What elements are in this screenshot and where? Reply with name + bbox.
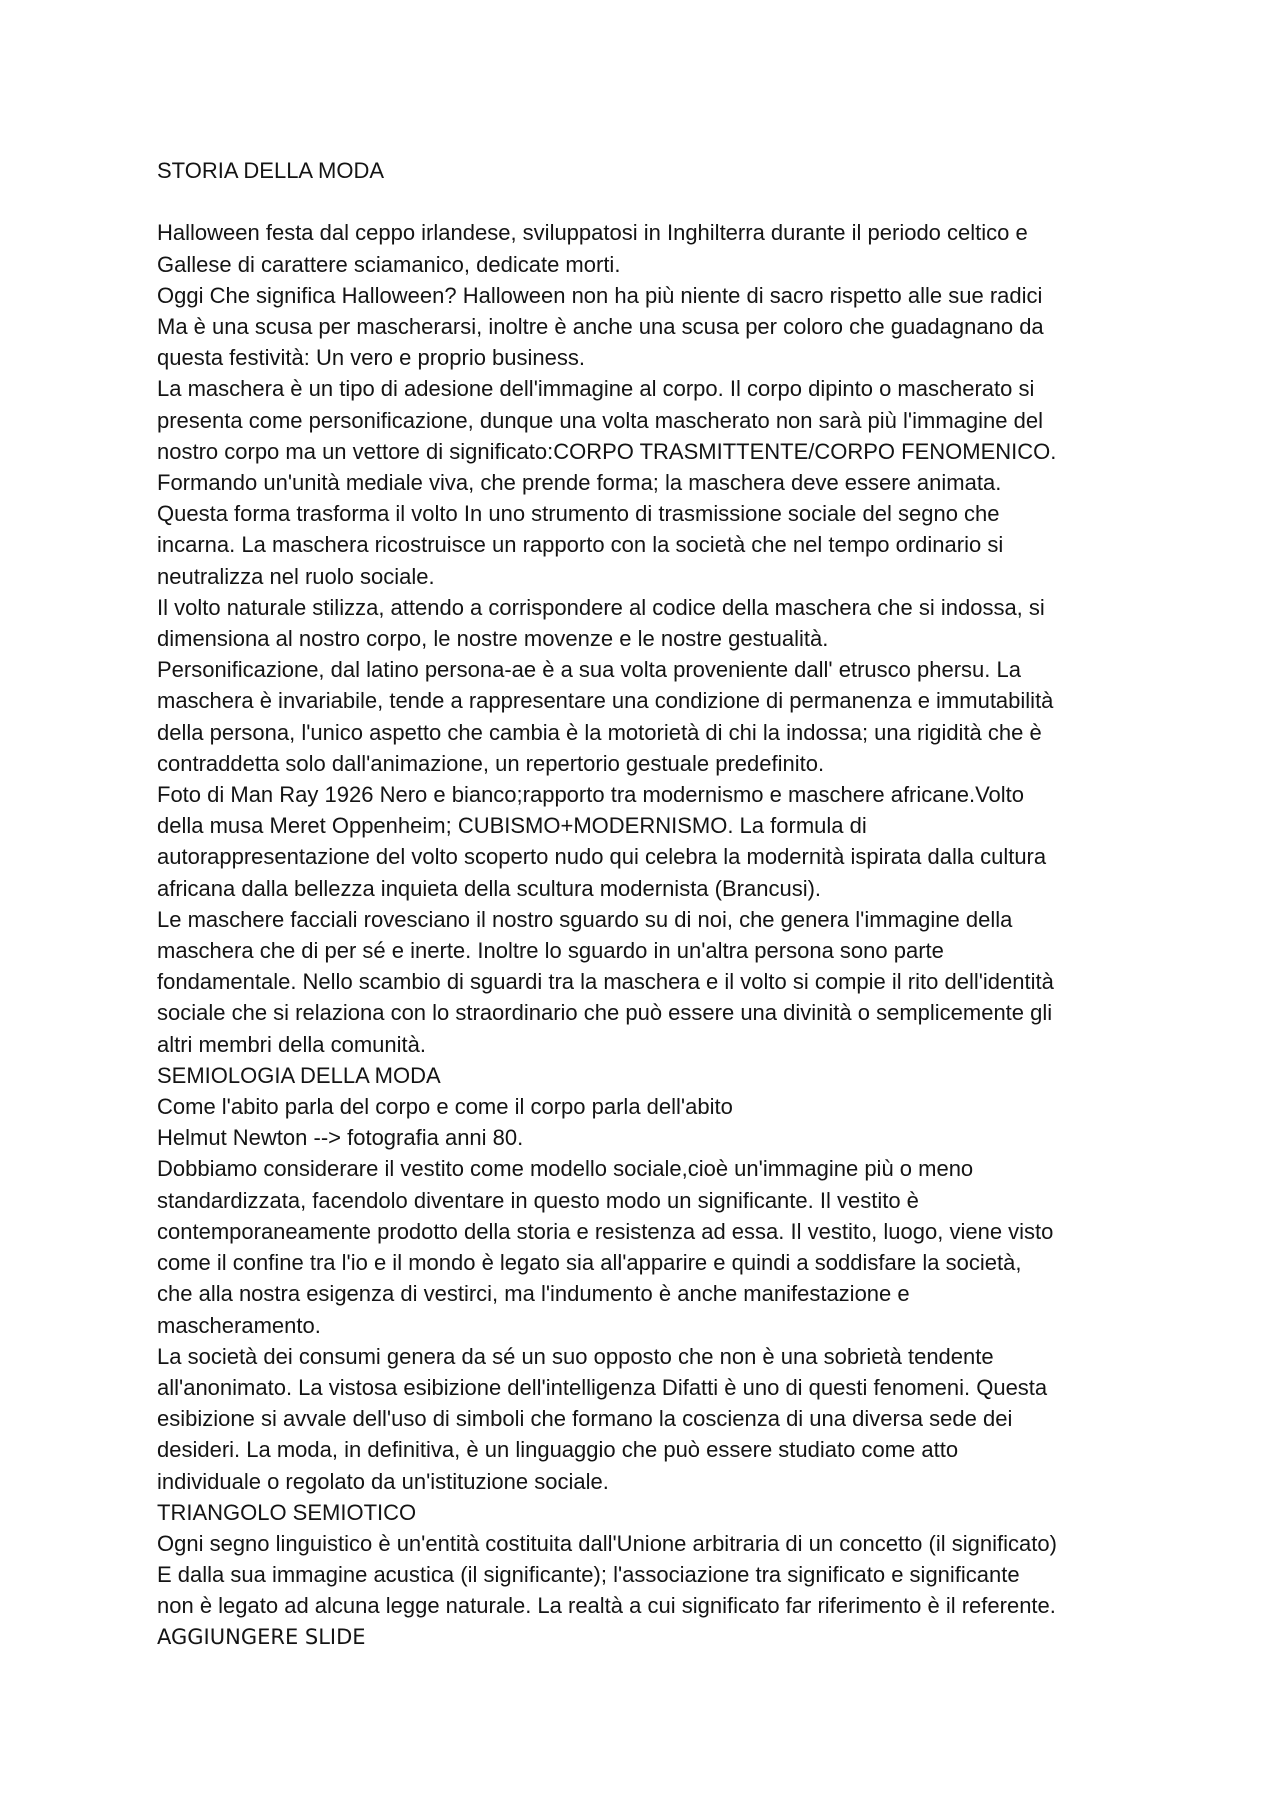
text-line: Il volto naturale stilizza, attendo a corrispondere al codice della maschera che si indossa, si <box>157 594 1045 620</box>
text-line: La maschera è un tipo di adesione dell'immagine al corpo. Il corpo dipinto o mascherato si <box>157 376 1035 402</box>
text-line: Dobbiamo considerare il vestito come modello sociale,cioè un'immagine più o meno <box>157 1156 974 1182</box>
text-line: della musa Meret Oppenheim; CUBISMO+MODERNISMO. La formula di <box>157 813 867 839</box>
text-line: all'anonimato. La vistosa esibizione dell'intelligenza Difatti è uno di questi fenomeni. Questa <box>157 1374 1048 1400</box>
text-line: esibizione si avvale dell'uso di simboli che formano la coscienza di una diversa sede dei <box>157 1406 1013 1432</box>
text-line: presenta come personificazione, dunque una volta mascherato non sarà più l'immagine del <box>157 407 1043 433</box>
text-line: questa festività: Un vero e proprio business. <box>157 345 586 371</box>
text-line: Ma è una scusa per mascherarsi, inoltre è anche una scusa per coloro che guadagnano da <box>157 314 1044 339</box>
text-line: Formando un'unità mediale viva, che prende forma; la maschera deve essere animata. <box>157 470 1002 496</box>
section-heading: SEMIOLOGIA DELLA MODA <box>157 1062 441 1088</box>
text-line: Le maschere facciali rovesciano il nostro sguardo su di noi, che genera l'immagine della <box>157 906 1013 932</box>
text-line: sociale che si relaziona con lo straordinario che può essere una divinità o semplicemente gli <box>157 1000 1053 1026</box>
text-line: Oggi Che significa Halloween? Halloween non ha più niente di sacro rispetto alle sue radici <box>157 282 1043 308</box>
text-line: non è legato ad alcuna legge naturale. La realtà a cui significato far riferimento è il referente. <box>157 1593 1056 1619</box>
text-line: Ogni segno linguistico è un'entità costituita dall'Unione arbitraria di un concetto (il significato) <box>157 1530 1057 1556</box>
closing-note: AGGIUNGERE SLIDE <box>157 1624 366 1649</box>
text-line: incarna. La maschera ricostruisce un rapporto con la società che nel tempo ordinario si <box>157 532 1004 558</box>
text-line: Halloween festa dal ceppo irlandese, sviluppatosi in Inghilterra durante il periodo celtico e <box>157 220 1028 246</box>
text-line: fondamentale. Nello scambio di sguardi tra la maschera e il volto si compie il rito dell'identità <box>157 969 1054 995</box>
text-line: La società dei consumi genera da sé un suo opposto che non è una sobrietà tendente <box>157 1343 994 1369</box>
text-line: della persona, l'unico aspetto che cambia è la motorietà di chi la indossa; una rigidità che è <box>157 719 1042 745</box>
text-line: altri membri della comunità. <box>157 1031 426 1057</box>
text-line: dimensiona al nostro corpo, le nostre movenze e le nostre gestualità. <box>157 626 829 652</box>
text-line: che alla nostra esigenza di vestirci, ma l'indumento è anche manifestazione e <box>157 1281 910 1307</box>
text-line: contemporaneamente prodotto della storia e resistenza ad essa. Il vestito, luogo, viene visto <box>157 1218 1054 1244</box>
text-line: standardizzata, facendolo diventare in questo modo un significante. Il vestito è <box>157 1187 919 1213</box>
text-line: desideri. La moda, in definitiva, è un linguaggio che può essere studiato come atto <box>157 1437 959 1463</box>
document-title: STORIA DELLA MODA <box>157 158 385 183</box>
text-line: Foto di Man Ray 1926 Nero e bianco;rapporto tra modernismo e maschere africane.Volto <box>157 782 1025 808</box>
text-line: maschera è invariabile, tende a rappresentare una condizione di permanenza e immutabilità <box>157 688 1054 714</box>
text-line: Come l'abito parla del corpo e come il corpo parla dell'abito <box>157 1094 733 1120</box>
text-line: nostro corpo ma un vettore di significato:CORPO TRASMITTENTE/CORPO FENOMENICO. <box>157 438 1057 464</box>
text-line: E dalla sua immagine acustica (il significante); l'associazione tra significato e significante <box>157 1562 1020 1588</box>
document-text <box>157 217 1157 1652</box>
text-line: Gallese di carattere sciamanico, dedicate morti. <box>157 251 621 277</box>
document-body <box>157 155 1157 1653</box>
text-line: africana dalla bellezza inquieta della scultura modernista (Brancusi). <box>157 875 822 901</box>
text-line: autorappresentazione del volto scoperto nudo qui celebra la modernità ispirata dalla cultura <box>157 844 1047 870</box>
text-line: Helmut Newton --> fotografia anni 80. <box>157 1125 524 1151</box>
text-line: neutralizza nel ruolo sociale. <box>157 563 435 589</box>
text-line: Questa forma trasforma il volto In uno strumento di trasmissione sociale del segno che <box>157 501 1000 527</box>
section-heading: TRIANGOLO SEMIOTICO <box>157 1499 417 1525</box>
text-line: mascheramento. <box>157 1312 321 1338</box>
text-line: maschera che di per sé e inerte. Inoltre lo sguardo in un'altra persona sono parte <box>157 938 944 964</box>
text-line: come il confine tra l'io e il mondo è legato sia all'apparire e quindi a soddisfare la società, <box>157 1250 1022 1276</box>
text-line: contraddetta solo dall'animazione, un repertorio gestuale predefinito. <box>157 750 825 776</box>
text-line: Personificazione, dal latino persona-ae è a sua volta proveniente dall' etrusco phersu. La <box>157 657 1021 683</box>
text-line: individuale o regolato da un'istituzione sociale. <box>157 1468 609 1494</box>
